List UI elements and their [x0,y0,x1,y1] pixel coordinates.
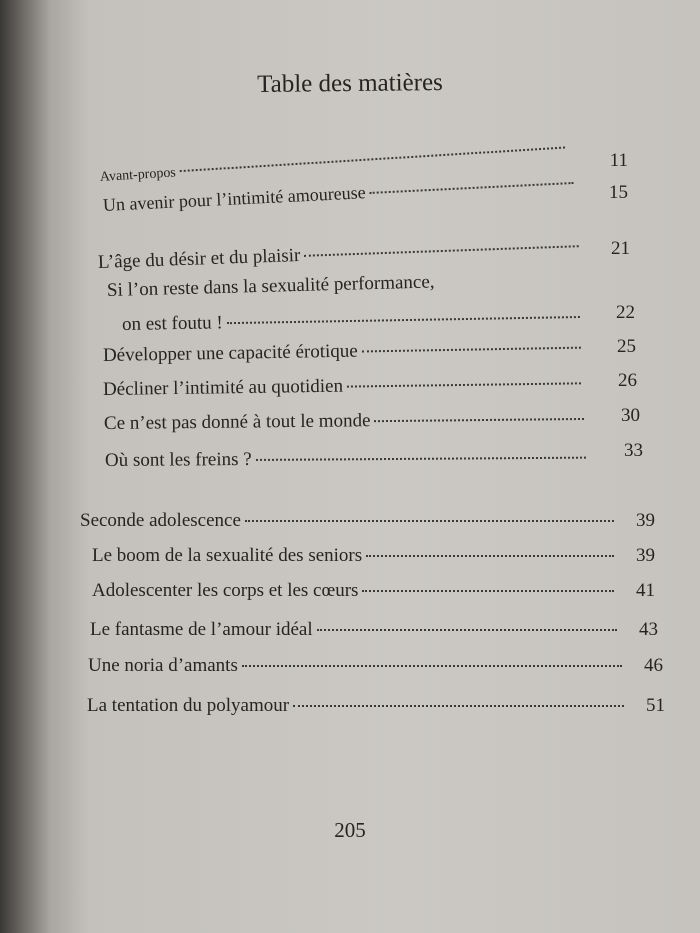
toc-entry [105,447,590,472]
toc-entry-label: Développer une capacité érotique [102,340,358,366]
toc-entry [103,372,585,401]
toc-entry-label: Seconde adolescence [80,510,241,531]
toc-entry [92,545,655,567]
toc-page-number: 43 [639,619,658,640]
page-title: Table des matières [257,69,443,98]
toc-entry [103,337,585,367]
toc-entry-label: Décliner l’intimité au quotidien [102,375,344,400]
toc-entry-label: Où sont les freins ? [104,448,252,471]
toc-entry-label: on est foutu ! [121,312,223,335]
toc-page-number: 25 [617,336,636,357]
toc-entry-label: Avant-propos [99,165,177,185]
page-folio: 205 [334,818,366,842]
toc-entry [98,235,583,274]
toc-entry [104,408,588,435]
toc-entry-label: Un avenir pour l’intimité amoureuse [102,182,367,215]
toc-entry [92,580,655,602]
toc-entry-label: Une noria d’amants [88,655,238,676]
toc-page-number: 41 [636,580,655,601]
toc-page-number: 22 [616,302,635,323]
toc-page-number: 26 [618,370,637,391]
toc-page-number: 51 [646,695,665,716]
toc-entry-line1 [107,271,435,302]
toc-entry [90,619,658,641]
toc-page-number: 39 [636,545,655,566]
toc-page-number: 39 [636,510,655,531]
toc-entry [122,306,584,336]
toc-entry-label: La tentation du polyamour [87,695,290,716]
toc-entry-label: L’âge du désir et du plaisir [97,244,301,273]
toc-page-number: 33 [624,440,643,461]
toc-page-number: 11 [609,150,628,171]
toc-page-number: 21 [611,238,630,259]
toc-entry [80,510,655,532]
toc-entry-label: Adolescenter les corps et les cœurs [92,580,359,601]
toc-entry-label: Le fantasme de l’amour idéal [90,619,313,640]
toc-entry [87,695,665,717]
toc-page-number: 15 [609,182,628,203]
toc-entry [88,655,663,677]
toc-page-number: 46 [644,655,663,676]
toc-page-number: 30 [621,405,640,426]
toc-entry-label: Si l’on reste dans la sexualité performance, [106,271,435,301]
toc-entry-label: Ce n’est pas donné à tout le monde [103,410,371,434]
toc-entry-label: Le boom de la sexualité des seniors [92,545,363,566]
